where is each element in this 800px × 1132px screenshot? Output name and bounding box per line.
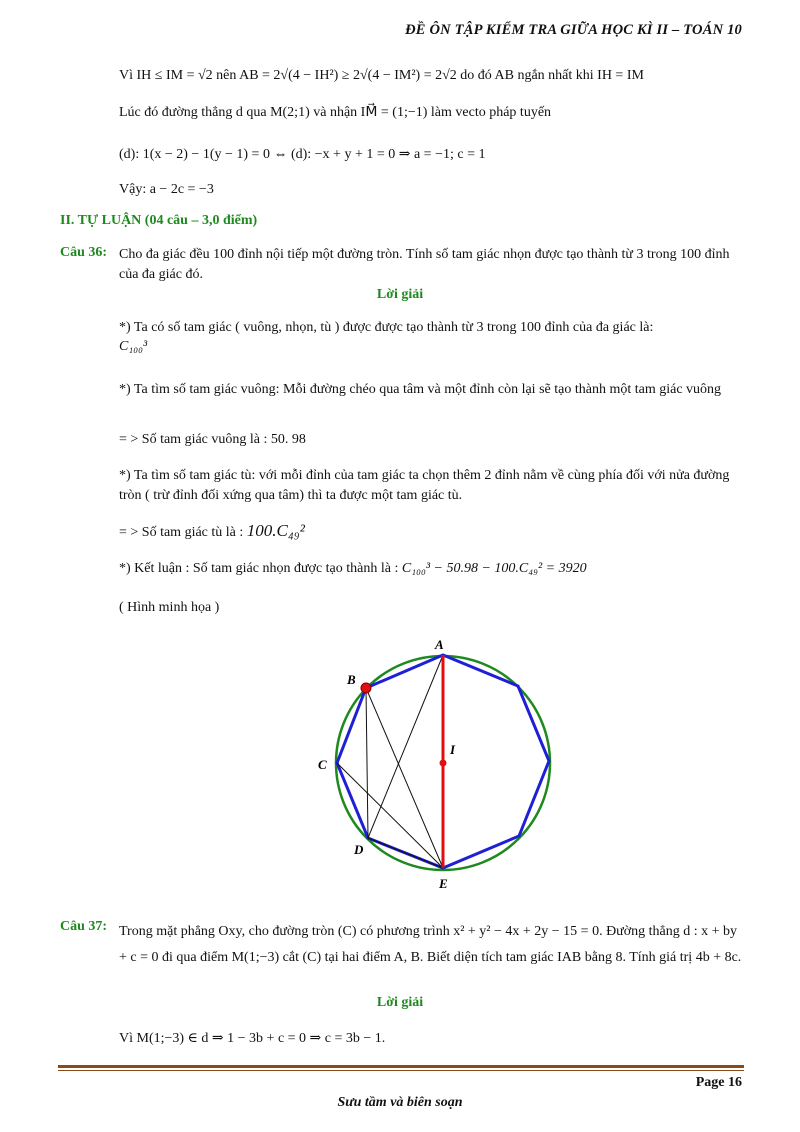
footer-divider-thin (58, 1070, 744, 1071)
solution-title: Lời giải (376, 995, 424, 1010)
solution-step: *) Ta tìm số tam giác tù: với mỗi đỉnh của tam giác ta chọn thêm 2 đỉnh nằm về cùng phía đối với nửa đường tròn ( trừ đỉnh đối xứng qua tâm) thì ta được một tam giác tù. (119, 468, 730, 503)
figure-caption: ( Hình minh họa ) (119, 600, 220, 615)
formula: 100.C₄₉² (246, 521, 305, 540)
solution-step: *) Ta có số tam giác ( vuông, nhọn, tù ) được được tạo thành từ 3 trong 100 đỉnh của đa giác là: (119, 320, 654, 335)
question-label: Câu 36: (60, 245, 108, 260)
question-text: Cho đa giác đều 100 đỉnh nội tiếp một đường tròn. Tính số tam giác nhọn được tạo thành từ 3 trong 100 đỉnh của đa giác đó. (119, 247, 730, 282)
solution-step: Vì M(1;−3) ∈ d ⇒ 1 − 3b + c = 0 ⇒ c = 3b − 1. (119, 1031, 386, 1046)
label-A: A (435, 637, 444, 652)
label-B: B (347, 672, 356, 687)
section-title: II. TỰ LUẬN (04 câu – 3,0 điểm) (60, 213, 258, 228)
label-C: C (318, 757, 327, 772)
question-label: Câu 37: (60, 919, 108, 934)
solution-step: = > Số tam giác vuông là : 50. 98 (119, 432, 306, 447)
question-text: Trong mặt phẳng Oxy, cho đường tròn (C) có phương trình x² + y² − 4x + 2y − 15 = 0. Đường thẳng d : x + by + c = 0 đi qua điểm M(1;−3) cắt (C) tại hai điểm A, B. Biết diện tích tam giác IAB bằng 8. Tính giá trị 4b + 8c. (119, 924, 742, 965)
formula: C₁₀₀³ − 50.98 − 100.C₄₉² = 3920 (401, 561, 587, 576)
octagon-figure (300, 630, 570, 895)
point-I (440, 760, 447, 767)
formula: C₁₀₀³ (119, 339, 148, 354)
footer-credit: Sưu tầm và biên soạn (337, 1095, 463, 1110)
point-B (361, 683, 371, 693)
solution-step (119, 521, 305, 541)
text-line: Vì IH ≤ IM = √2 nên AB = 2√(4 − IH²) ≥ 2√(4 − IM²) = 2√2 do đó AB ngắn nhất khi IH = IM (119, 68, 644, 83)
label-D: D (354, 842, 364, 857)
solution-step-text: *) Kết luận : Số tam giác nhọn được tạo thành là : (119, 561, 399, 576)
footer-divider (58, 1065, 744, 1068)
solution-title: Lời giải (376, 287, 424, 302)
page-number: Page 16 (695, 1075, 742, 1090)
solution-step (119, 561, 587, 577)
text-line: Lúc đó đường thẳng d qua M(2;1) và nhận IM⃗ = (1;−1) làm vecto pháp tuyến (119, 105, 552, 120)
solution-step: *) Ta tìm số tam giác vuông: Mỗi đường chéo qua tâm và một đỉnh còn lại sẽ tạo thành một tam giác vuông (119, 382, 722, 397)
label-E: E (439, 876, 448, 891)
label-I: I (450, 742, 456, 757)
solution-step-text: = > Số tam giác tù là : (119, 525, 244, 540)
text-line: Vậy: a − 2c = −3 (119, 182, 214, 197)
equation-line: (d): 1(x − 2) − 1(y − 1) = 0 ⇔ (d): −x + y + 1 = 0 ⇒ a = −1; c = 1 (119, 147, 486, 162)
page-header-title: ĐỀ ÔN TẬP KIỂM TRA GIỮA HỌC KÌ II – TOÁN 10 (405, 22, 742, 38)
